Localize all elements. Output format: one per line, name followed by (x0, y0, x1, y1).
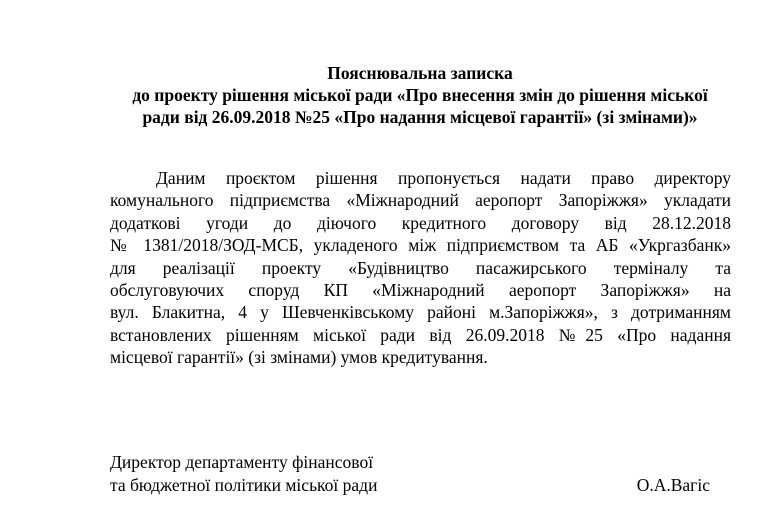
title-subtitle-line-2: ради від 26.09.2018 №25 «Про надання місцевої гарантії» (зі змінами)» (142, 107, 698, 127)
body-line: комунального підприємства «Міжнародний аеропорт Запоріжжя» укладати (110, 190, 731, 211)
body-line: встановлених рішенням міської ради від 26.09.2018 №25 «Про надання (110, 324, 731, 345)
body-paragraph (110, 167, 731, 369)
body-line: № 1381/2018/ЗОД-МСБ, укладеного між підприємством та АБ «Укргазбанк» (110, 235, 731, 256)
body-line: вул. Блакитна, 4 у Шевченківському районі м.Запоріжжя», з дотриманням (110, 302, 731, 323)
title-subtitle-line-1: до проекту рішення міської ради «Про внесення змін до рішення міської (132, 85, 708, 105)
signatory-position-line-2: та бюджетної політики міської ради (110, 474, 378, 495)
signatory-name: О.А.Вагіс (636, 474, 710, 495)
body-line: обслуговуючих споруд КП «Міжнародний аеропорт Запоріжжя» на (110, 279, 731, 300)
signatory-position-line-1: Директор департаменту фінансової (110, 452, 374, 472)
signature-block (110, 451, 710, 496)
body-line: для реалізації проекту «Будівництво пасажирського терміналу та (110, 257, 731, 278)
document-title (60, 62, 779, 128)
body-line: місцевої гарантії» (зі змінами) умов кредитування. (110, 347, 488, 368)
body-line: Даним проєктом рішення пропонується надати право директору (156, 168, 731, 188)
title-heading: Пояснювальна записка (327, 63, 513, 83)
body-line: додаткові угоди до діючого кредитного договору від 28.12.2018 (110, 212, 731, 233)
